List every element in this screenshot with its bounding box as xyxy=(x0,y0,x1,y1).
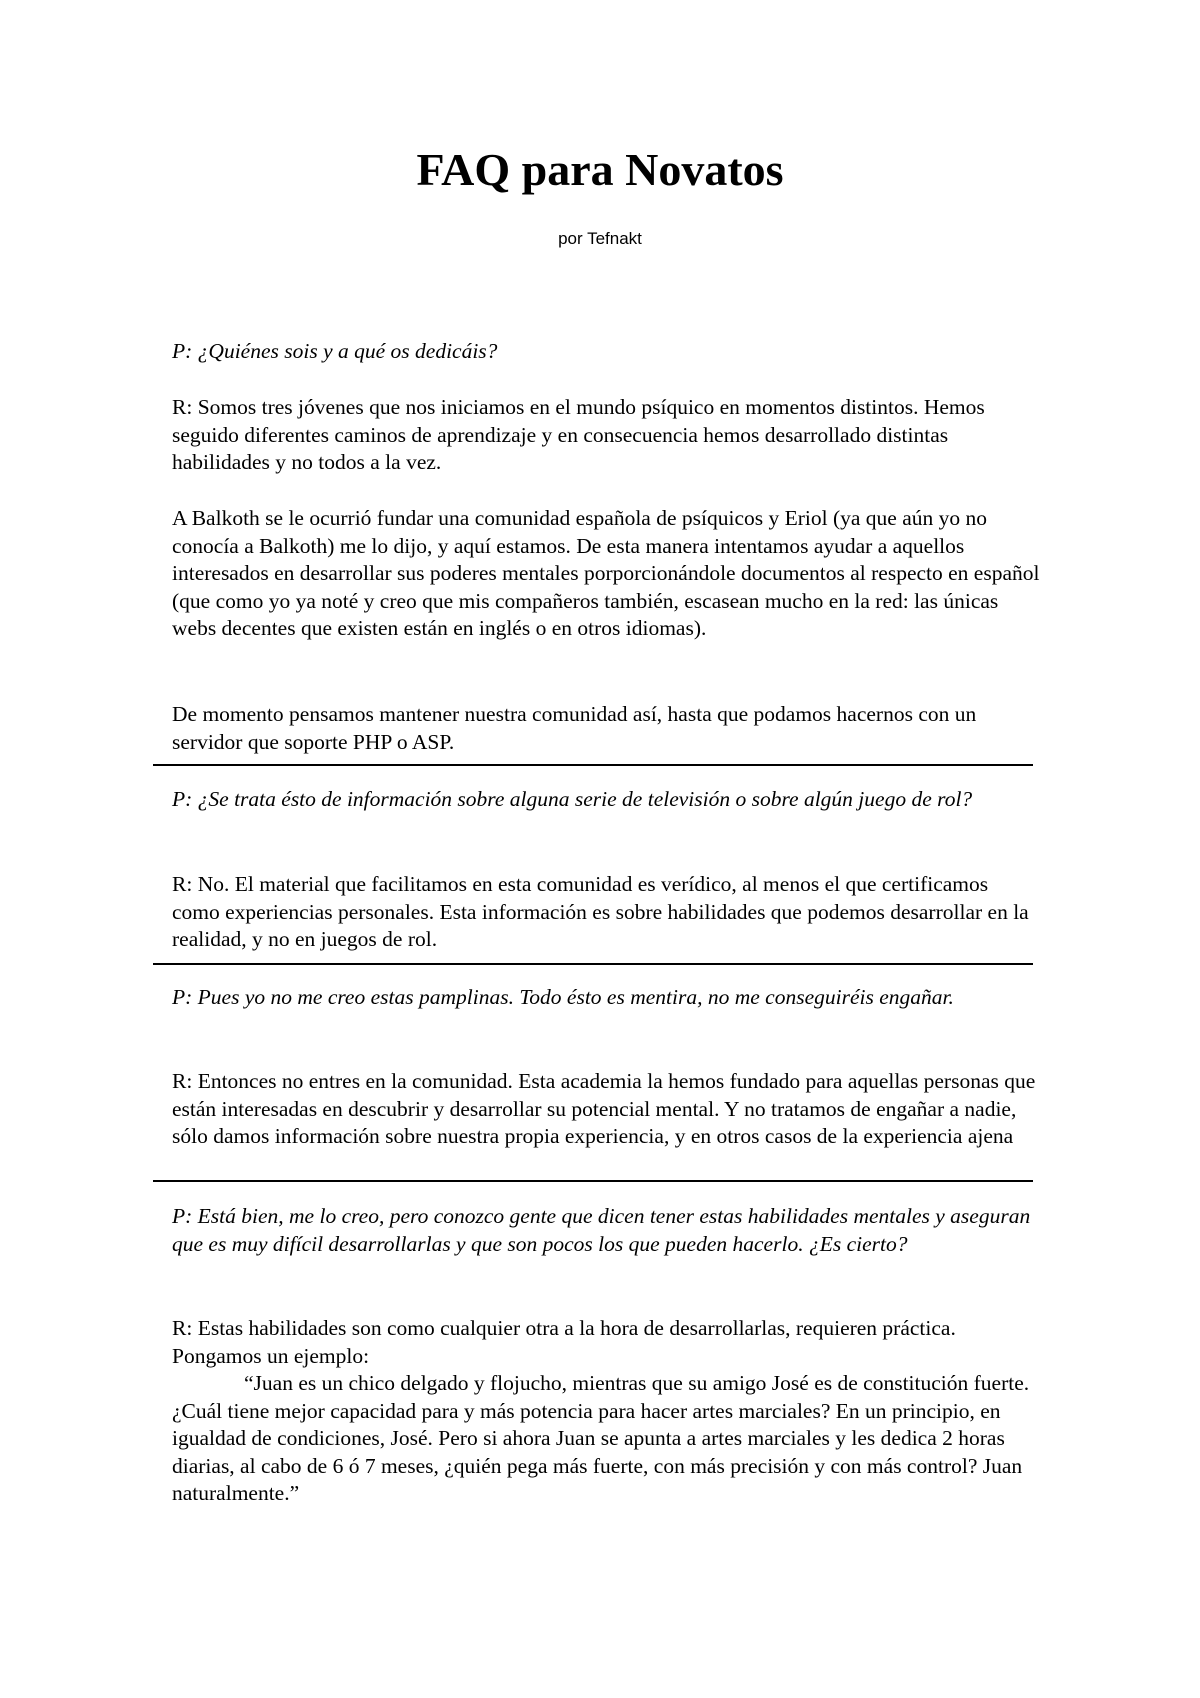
faq-answer-4-quote: “Juan es un chico delgado y flojucho, mientras que su amigo José es de constitución fuerte. ¿Cuál tiene mejor capacidad para y más potencia para hacer artes marciales? En un principio, en igualdad de condiciones, José. Pero si ahora Juan se apunta a artes marciales y les dedica 2 horas diarias, al cabo de 6 ó 7 meses, ¿quién pega más fuerte, con más precisión y con más control? Juan naturalmente.” xyxy=(172,1371,1030,1506)
faq-answer-2: R: No. El material que facilitamos en esta comunidad es verídico, al menos el que certificamos como experiencias personales. Esta información es sobre habilidades que podemos desarrollar en la realidad, y no en juegos de rol. xyxy=(172,872,1029,952)
section-divider xyxy=(153,764,1033,766)
faq-question-1: P: ¿Quiénes sois y a qué os dedicáis? xyxy=(172,339,498,363)
document-author: por Tefnakt xyxy=(558,229,642,248)
section-divider xyxy=(153,963,1033,965)
faq-question-2: P: ¿Se trata ésto de información sobre alguna serie de televisión o sobre algún juego de rol? xyxy=(172,787,973,811)
faq-answer-1-p3: De momento pensamos mantener nuestra comunidad así, hasta que podamos hacernos con un servidor que soporte PHP o ASP. xyxy=(172,702,977,754)
section-divider xyxy=(153,1180,1033,1182)
document-title: FAQ para Novatos xyxy=(416,144,784,195)
faq-question-4: P: Está bien, me lo creo, pero conozco gente que dicen tener estas habilidades mentales y aseguran que es muy difícil desarrollarlas y que son pocos los que pueden hacerlo. ¿Es cierto? xyxy=(172,1204,1031,1256)
faq-question-3: P: Pues yo no me creo estas pamplinas. Todo ésto es mentira, no me conseguiréis engañar. xyxy=(172,985,954,1009)
faq-answer-1-p1: R: Somos tres jóvenes que nos iniciamos en el mundo psíquico en momentos distintos. Hemos seguido diferentes caminos de aprendizaje y en consecuencia hemos desarrollado distintas habilidades y no todos a la vez. xyxy=(172,395,985,475)
faq-answer-3: R: Entonces no entres en la comunidad. Esta academia la hemos fundado para aquellas personas que están interesadas en descubrir y desarrollar su potencial mental. Y no tratamos de engañar a nadie, sólo damos información sobre nuestra propia experiencia, y en otros casos de la experiencia ajena xyxy=(172,1069,1036,1149)
faq-answer-1-p2: A Balkoth se le ocurrió fundar una comunidad española de psíquicos y Eriol (ya que aún yo no conocía a Balkoth) me lo dijo, y aquí estamos. De esta manera intentamos ayudar a aquellos interesados en desarrollar sus poderes mentales porporcionándole documentos al respecto en español (que como yo ya noté y creo que mis compañeros también, escasean mucho en la red: las únicas webs decentes que existen están en inglés o en otros idiomas). xyxy=(172,506,1040,641)
faq-answer-4-p1: R: Estas habilidades son como cualquier otra a la hora de desarrollarlas, requieren práctica. Pongamos un ejemplo: xyxy=(172,1316,956,1368)
